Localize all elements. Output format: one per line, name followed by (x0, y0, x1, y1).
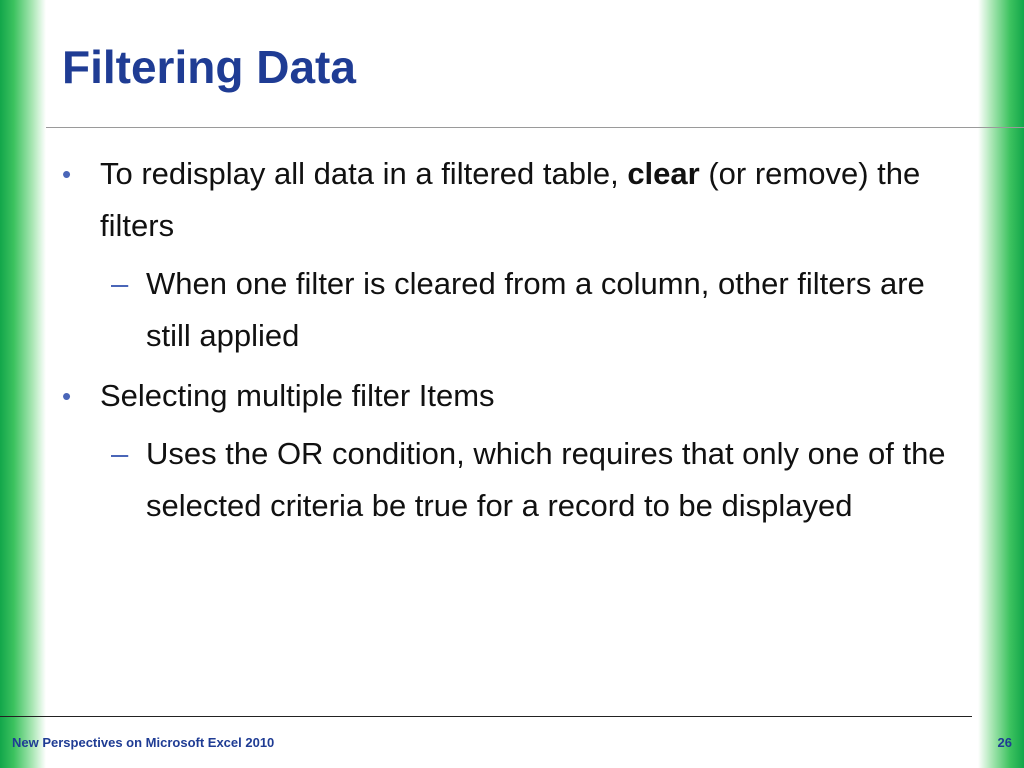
bullet-text: Selecting multiple filter Items (100, 378, 495, 413)
bullet-text-before: To redisplay all data in a filtered table, (100, 156, 628, 191)
slide-title: Filtering Data (62, 41, 356, 93)
bullet-icon: • (62, 159, 72, 189)
page-number: 26 (997, 735, 1012, 750)
dash-icon: – (111, 436, 129, 471)
left-green-bar (0, 0, 46, 768)
footer-text: New Perspectives on Microsoft Excel 2010 (12, 735, 275, 750)
sub-bullet-text: Uses the OR condition, which requires that only one of the selected criteria be true for a record to be displayed (146, 436, 946, 523)
sub-bullet-text: When one filter is cleared from a column, other filters are still applied (146, 266, 925, 353)
slide-content (56, 148, 956, 540)
footer-divider (0, 716, 972, 717)
bullet-item (56, 148, 956, 252)
dash-icon: – (111, 266, 129, 301)
right-green-bar (978, 0, 1024, 768)
bullet-text-after: (or remove) the filters (100, 156, 921, 243)
bullet-icon: • (62, 381, 72, 411)
bullet-item (56, 370, 956, 422)
bullet-bold-term: clear (627, 156, 700, 191)
title-divider (46, 127, 1024, 128)
sub-bullet-item (56, 258, 956, 362)
sub-bullet-item (56, 428, 956, 532)
